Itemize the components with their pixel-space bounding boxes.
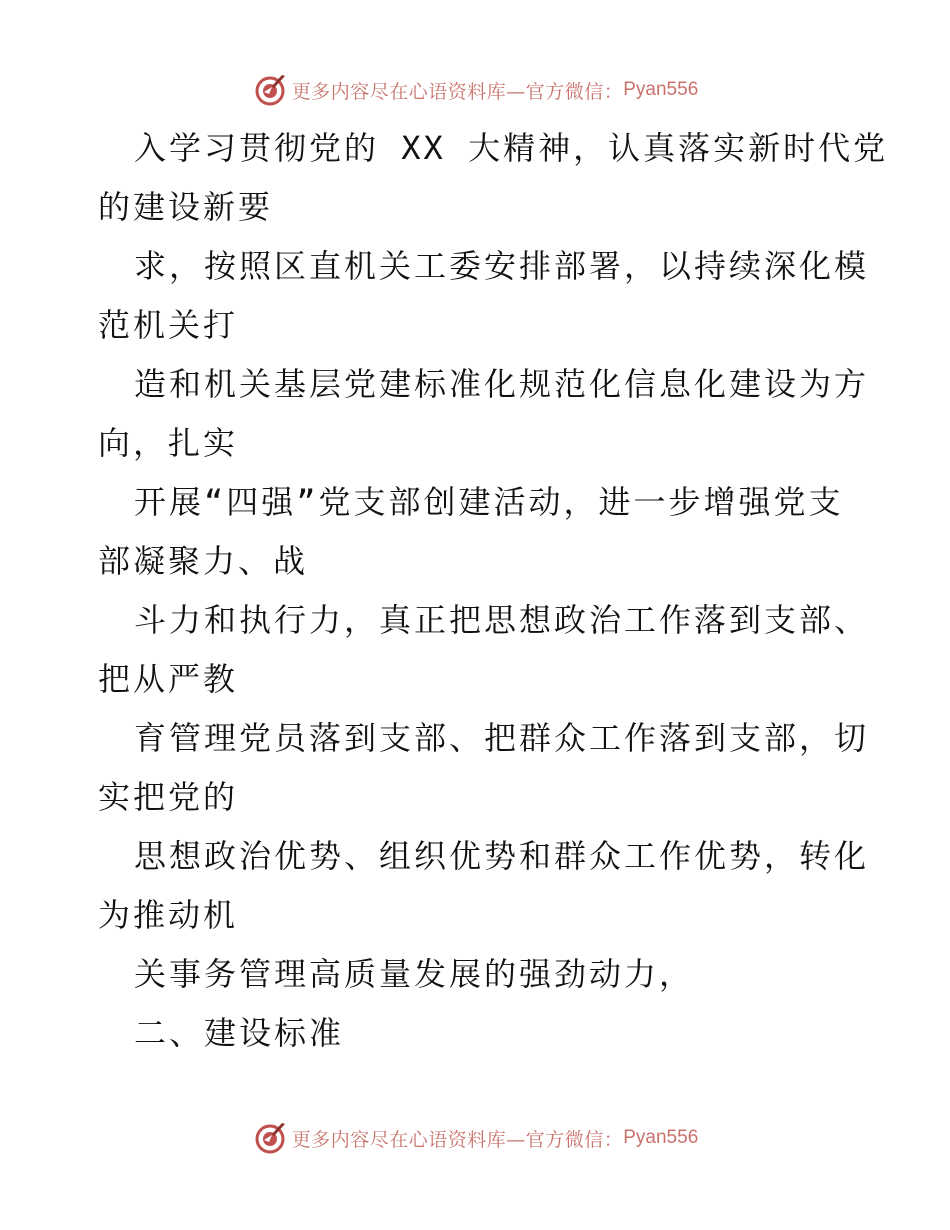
- watermark-text: 更多内容尽在心语资料库—官方微信：: [291, 80, 624, 103]
- body-line: 入学习贯彻党的 XX 大精神，认真落实新时代党: [134, 129, 889, 167]
- body-line: 开展“四强”党支部创建活动，进一步增强党支: [134, 483, 844, 521]
- body-line: 的建设新要: [98, 188, 274, 226]
- body-line: 向，扎实: [98, 424, 239, 462]
- document-body: [98, 119, 889, 1063]
- section-heading: 二、建设标准: [134, 1014, 345, 1052]
- body-line: 育管理党员落到支部、把群众工作落到支部，切: [134, 719, 870, 757]
- watermark-wechat-id: Pyan556: [623, 79, 699, 100]
- body-line: 造和机关基层党建标准化规范化信息化建设为方: [134, 365, 870, 403]
- body-line: 把从严教: [98, 660, 239, 698]
- footer-watermark: [0, 1118, 950, 1158]
- body-line: 范机关打: [98, 306, 239, 344]
- body-line: 关事务管理高质量发展的强劲动力，: [134, 955, 695, 993]
- body-line: 斗力和执行力，真正把思想政治工作落到支部、: [134, 601, 870, 639]
- header-watermark: [0, 70, 950, 110]
- watermark-wechat-id: Pyan556: [623, 1127, 699, 1148]
- body-line: 实把党的: [98, 778, 239, 816]
- body-line: 求，按照区直机关工委安排部署，以持续深化模: [134, 247, 870, 285]
- watermark-text: 更多内容尽在心语资料库—官方微信：: [291, 1128, 624, 1151]
- quill-seal-icon: [252, 1120, 288, 1156]
- body-line: 为推动机: [98, 896, 239, 934]
- quill-seal-icon: [252, 72, 288, 108]
- body-line: 思想政治优势、组织优势和群众工作优势，转化: [134, 837, 870, 875]
- body-line: 部凝聚力、战: [98, 542, 309, 580]
